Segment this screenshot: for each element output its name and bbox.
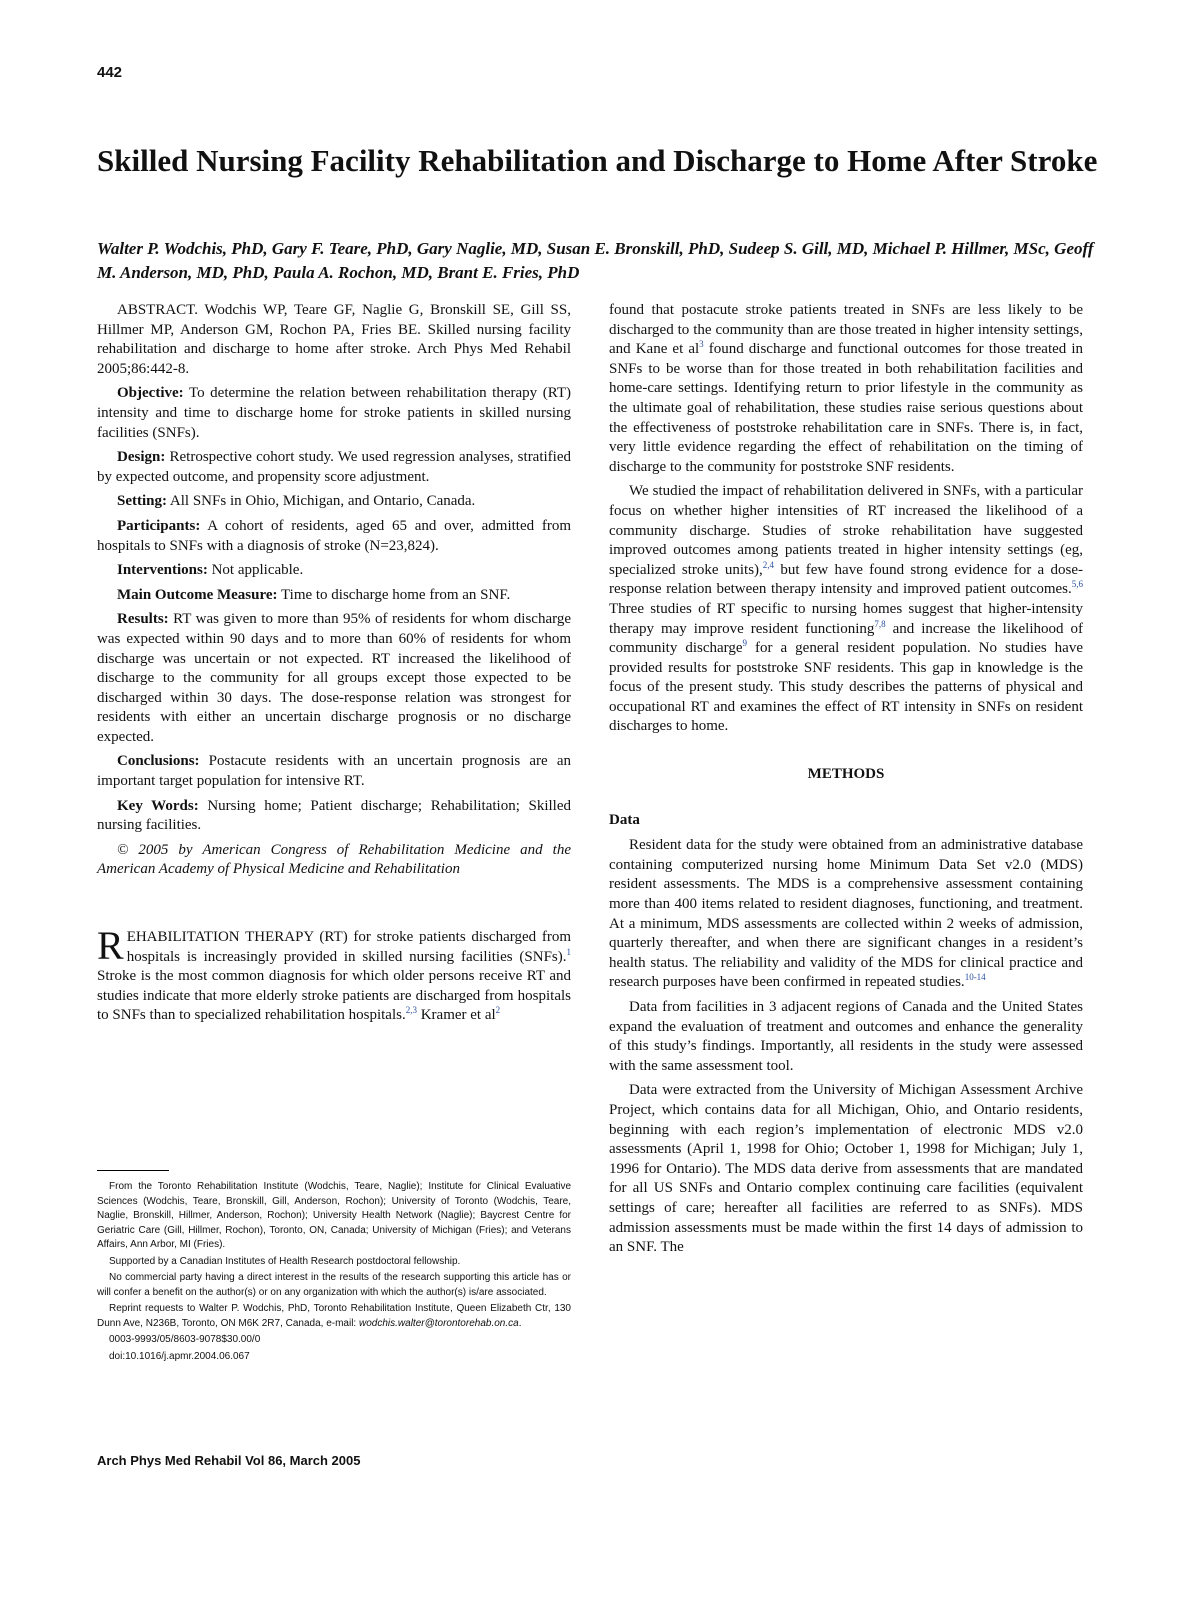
methods-paragraph-2: Data from facilities in 3 adjacent regions of Canada and the United States expand the evaluation of treatment and outcomes and enhance the generality of this study’s findings. Importantly, all residents in the study were assessed with the same assessment tool. <box>609 999 1083 1074</box>
abstract <box>97 301 571 880</box>
ref-link[interactable]: 10-14 <box>964 972 986 983</box>
footnote-divider <box>97 1170 169 1171</box>
intro-paragraph-1-cont: found that postacute stroke patients treated in SNFs are less likely to be discharged to the community than are those treated in higher intensity settings, and Kane et $al^3$ found discharge and functional outcomes for those treated in SNFs to be worse than for those treated in both rehabilitation facilities and home-care settings. Identifying return to prior lifestyle in the community as the ultimate goal of rehabilitation, these studies raise serious questions about the effectiveness of poststroke rehabilitation care in SNFs. There is, in fact, very little evidence regarding the effect of rehabilitation on the timing of discharge to the community for poststroke SNF residents. <box>609 302 1083 475</box>
footnote-code: 0003-9993/05/8603-9078$30.00/0 <box>109 1334 261 1345</box>
abstract-key-words: Key Words: Nursing home; Patient discharge; Rehabilitation; Skilled nursing facilities. <box>97 797 572 834</box>
journal-footer: Arch Phys Med Rehabil Vol 86, March 2005 <box>97 1453 361 1468</box>
intro-paragraph-2: We studied the impact of rehabilitation delivered in SNFs, with a particular focus on whether higher intensities of RT increased the likelihood of a community discharge. Studies of stroke rehabilitation have suggested improved outcomes among patients treated in higher intensity settings (eg, specialized stroke units),$^{2,4}$ but few have found strong evidence for a dose-response relation between therapy intensity and improved patient outcomes.$^{5,6}$ Three studies of RT specific to nursing homes suggest that higher-intensity therapy may improve resident functioning$^{7,8}$ and increase the likelihood of community discharge$^9$ for a general resident population. No studies have provided results for poststroke SNF residents. This gap in knowledge is the focus of the present study. This study describes the patterns of physical and occupational RT and examines the effect of RT intensity in SNFs on resident discharges to home. <box>609 483 1083 735</box>
email-link[interactable]: wodchis.walter@torontorehab.on.ca <box>359 1317 519 1329</box>
ref-link[interactable]: 1 <box>566 946 571 957</box>
footnote-affiliations: From the Toronto Rehabilitation Institute (Wodchis, Teare, Naglie); Institute for Clinical Evaluative Sciences (Wodchis, Teare, Bronskill, Gill, Anderson, Rochon); University of Toronto (Wodchis, Teare, Naglie, Bronskill, Hillmer, Anderson, Rochon); University Health Network (Naglie); Baycrest Centre for Geriatric Care (Gill, Hillmer, Rochon), Toronto, ON, Canada; University of Michigan (Fries); and Veterans Affairs, Ann Arbor, MI (Fries). <box>97 1181 571 1250</box>
ref-link[interactable]: 2 <box>495 1005 501 1016</box>
methods-heading: METHODS <box>807 766 885 783</box>
abstract-setting: Setting: All SNFs in Ohio, Michigan, and Ontario, Canada. <box>117 493 476 510</box>
abstract-design: Design: Retrospective cohort study. We used regression analyses, stratified by expected outcome, and propensity score adjustment. <box>97 449 571 485</box>
methods-paragraph-3: Data were extracted from the University of Michigan Assessment Archive Project, which contains data for all Michigan, Ohio, and Ontario residents, beginning with each region’s implementation of electronic MDS v2.0 assessments (April 1, 1998 for Ohio; October 1, 1998 for Michigan; July 1, 1996 for Ontario). The MDS data derive from assessments that are mandated for all US SNFs and Ontario complex continuing care facilities (equivalent settings of care; hereafter all facilities are referred to as SNFs). MDS admission assessments must be made within the first 14 days of admission to an SNF. The <box>609 1082 1083 1256</box>
abstract-interventions: Interventions: Not applicable. <box>117 562 304 579</box>
intro-paragraph-1: REHABILITATION THERAPY (RT) for stroke patients discharged from hospitals is increasingly provided in skilled nursing facilities (SNFs).$^1$ Stroke is the most common diagnosis for which older persons receive RT and studies indicate that more elderly stroke patients are discharged from hospitals to SNFs than to specialized rehabilitation hospitals.$^{2,3}$ Kramer et $al^2$ <box>97 923 571 1024</box>
abstract-outcome-measure: Main Outcome Measure: Time to discharge home from an SNF. <box>117 586 511 603</box>
drop-cap: R <box>97 923 124 969</box>
article-title: Skilled Nursing Facility Rehabilitation and Discharge to Home After Stroke <box>97 143 1098 178</box>
abstract-conclusions: Conclusions: Postacute residents with an uncertain prognosis are an important target population for intensive RT. <box>97 753 571 790</box>
ref-link[interactable]: 5,6 <box>1071 579 1083 590</box>
abstract-results: Results: RT was given to more than 95% of residents for whom discharge was expected within 90 days and to more than 60% of residents for whom discharge was uncertain or not expected. RT increased the likelihood of discharge to the community for all groups except those expected to be discharged within 30 days. The dose-response relation was strongest for residents with either an uncertain discharge prognosis or no discharge expected. <box>97 611 571 745</box>
ref-link[interactable]: 2,4 <box>762 559 775 570</box>
footnote-support: Supported by a Canadian Institutes of Health Research postdoctoral fellowship. <box>109 1255 461 1267</box>
page-number: 442 <box>97 64 123 81</box>
ref-link[interactable]: 3 <box>699 339 704 350</box>
right-column <box>609 301 1083 1263</box>
data-subheading: Data <box>609 811 640 828</box>
abstract-objective: Objective: To determine the relation between rehabilitation therapy (RT) intensity and time to discharge home for stroke patients in skilled nursing facilities (SNFs). <box>97 385 571 441</box>
author-list: Walter P. Wodchis, PhD, Gary F. Teare, PhD, Gary Naglie, MD, Susan E. Bronskill, PhD, Sudeep S. Gill, MD, Michael P. Hillmer, MSc, Geoff M. Anderson, MD, PhD, Paula A. Rochon, MD, Brant E. Fries, PhD <box>97 239 1094 282</box>
ref-link[interactable]: 9 <box>742 638 748 649</box>
footnote-doi[interactable]: doi:10.1016/j.apmr.2004.06.067 <box>109 1350 250 1362</box>
footnote-conflict: No commercial party having a direct interest in the results of the research supporting this article has or will confer a benefit on the author(s) or on any organization with which the author(s) is/are associated. <box>97 1272 571 1298</box>
ref-link[interactable]: 7,8 <box>874 618 886 629</box>
abstract-citation: ABSTRACT. Wodchis WP, Teare GF, Naglie G, Bronskill SE, Gill SS, Hillmer MP, Anderson GM, Rochon PA, Fries BE. Skilled nursing facility rehabilitation and discharge to home after stroke. Arch Phys Med Rehabil 2005;86:442-8. <box>97 302 571 377</box>
abstract-participants: Participants: A cohort of residents, aged 65 and over, admitted from hospitals to SNFs with a diagnosis of stroke (N=23,824). <box>97 517 571 554</box>
left-column <box>97 301 571 1031</box>
footnote-reprint: Reprint requests to Walter P. Wodchis, PhD, Toronto Rehabilitation Institute, Queen Elizabeth Ctr, 130 Dunn Ave, N236B, Toronto, ON M6K 2R7, Canada, e-mail: wodchis.walter@torontorehab.on.ca. <box>97 1303 571 1329</box>
ref-link[interactable]: 2,3 <box>405 1005 417 1016</box>
methods-paragraph-1: Resident data for the study were obtained from an administrative database containing computerized nursing home Minimum Data Set v2.0 (MDS) resident assessments. The MDS is a comprehensive assessment containing more than 400 items related to resident diagnoses, functioning, and treatment. At a minimum, MDS assessments are collected within 2 weeks of admission, quarterly thereafter, and when there are significant changes in a resident’s health status. The reliability and validity of the MDS for clinical practice and research purposes have been confirmed in repeated studies.$^{10-14}$ <box>609 837 1083 991</box>
copyright-notice: © 2005 by American Congress of Rehabilitation Medicine and the American Academy of Physical Medicine and Rehabilitation <box>97 841 571 878</box>
footnotes <box>97 1180 571 1366</box>
